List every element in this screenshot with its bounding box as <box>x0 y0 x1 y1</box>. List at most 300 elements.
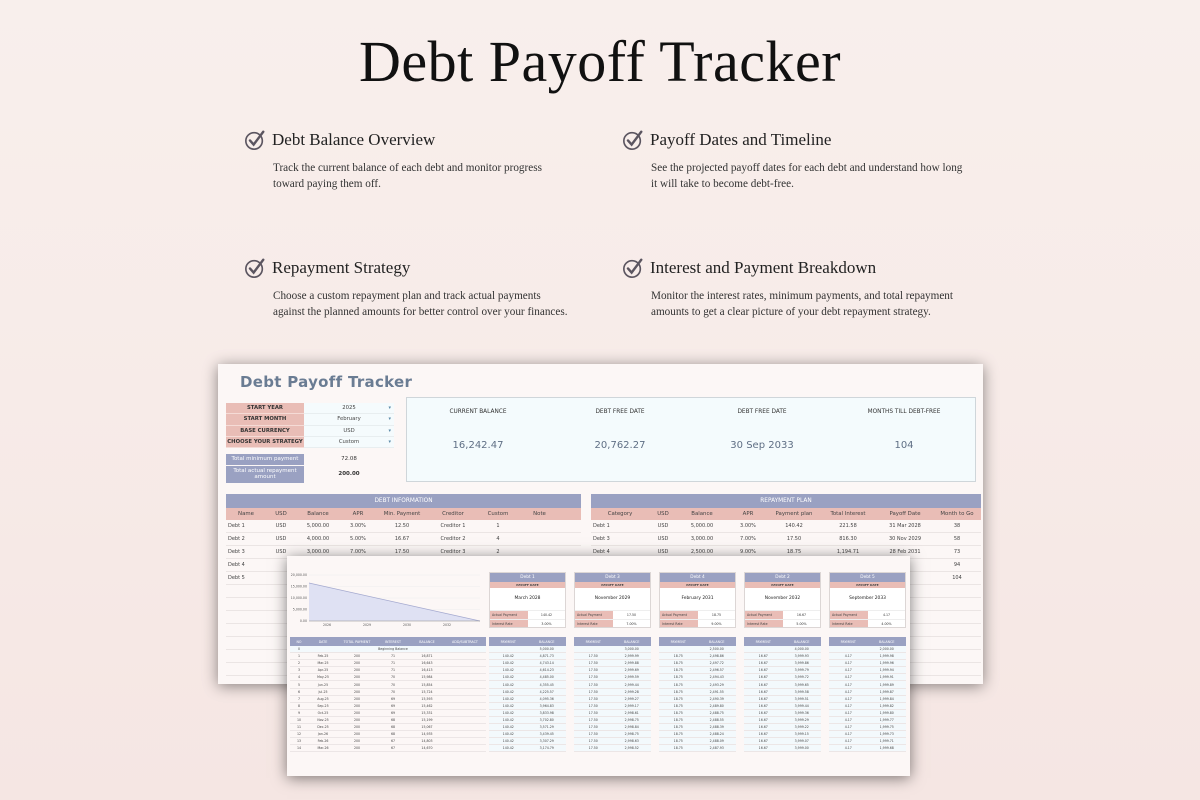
table-row <box>489 689 566 696</box>
debt-card <box>744 572 821 628</box>
table-row[interactable] <box>290 724 486 731</box>
table-cell: 1,999.80 <box>879 710 894 715</box>
actual-payment-value[interactable]: 18.75 <box>711 613 722 617</box>
actual-payment-row <box>575 610 650 619</box>
table-row <box>829 681 906 688</box>
table-cell: 15,593 <box>421 696 433 701</box>
table-cell: 16.67 <box>758 689 768 694</box>
feature-title: Debt Balance Overview <box>272 130 436 149</box>
feature-title: Payoff Dates and Timeline <box>650 130 832 149</box>
table-cell[interactable]: Debt 4 <box>228 562 245 568</box>
table-cell[interactable]: 5,000.00 <box>690 523 714 529</box>
table-cell: 18.75 <box>673 682 683 687</box>
table-cell[interactable]: 4,000.00 <box>306 536 330 542</box>
table-cell: 17.50 <box>588 739 598 744</box>
table-row[interactable] <box>290 674 486 681</box>
table-row <box>574 667 651 674</box>
interest-rate-row <box>575 619 650 628</box>
column-header: BALANCE <box>708 639 725 644</box>
interest-rate-row <box>745 619 820 628</box>
y-tick: 0.00 <box>299 619 307 623</box>
feature-desc: it will take to become debt-free. <box>651 178 794 190</box>
table-cell: 4.17 <box>844 682 852 687</box>
table-cell[interactable]: Debt 4 <box>593 549 610 555</box>
column-header: Balance <box>307 511 329 517</box>
table-cell[interactable]: 816.30 <box>839 536 857 542</box>
table-row <box>659 703 736 710</box>
column-header: APR <box>352 511 364 517</box>
table-cell[interactable]: 3.00% <box>350 523 366 529</box>
table-row[interactable] <box>290 653 486 660</box>
table-cell: 2,500.00 <box>709 647 724 652</box>
table-cell[interactable]: Debt 1 <box>228 523 245 529</box>
table-cell: 3,000.00 <box>624 647 639 652</box>
table-cell[interactable]: 9.00% <box>740 549 756 555</box>
table-cell: 68 <box>390 717 396 722</box>
table-row[interactable] <box>591 520 981 533</box>
table-row <box>489 660 566 667</box>
table-cell[interactable]: 7.00% <box>350 549 366 555</box>
feature-title: Interest and Payment Breakdown <box>650 258 877 277</box>
table-cell: 4.17 <box>844 661 852 666</box>
table-cell: 16.67 <box>758 703 768 708</box>
table-row <box>574 703 651 710</box>
table-cell[interactable]: 4 <box>496 536 500 542</box>
table-row[interactable] <box>290 681 486 688</box>
column-header: Custom <box>487 511 509 517</box>
payoff-date: September 2033 <box>849 596 886 601</box>
table-cell[interactable]: 17.50 <box>786 536 802 542</box>
table-cell: 200 <box>353 717 361 722</box>
table-row <box>659 731 736 738</box>
table-cell[interactable]: 5.00% <box>350 536 366 542</box>
table-cell[interactable]: 1,194.71 <box>836 549 860 555</box>
y-tick: 15,000.00 <box>290 584 307 589</box>
table-row <box>574 738 651 745</box>
interest-rate-row <box>660 619 735 628</box>
table-row[interactable] <box>290 717 486 724</box>
table-row <box>489 703 566 710</box>
card-title: Debt 3 <box>575 573 650 582</box>
setting-value[interactable]: USD <box>343 427 355 434</box>
table-cell: 3,999.00 <box>794 746 809 751</box>
table-cell: 200 <box>353 661 361 666</box>
card-subtitle: PAYOFF DATE <box>660 582 735 588</box>
kpi-label: CURRENT BALANCE <box>449 409 507 415</box>
table-cell: 140.42 <box>502 746 514 751</box>
y-tick: 20,000.00 <box>290 573 307 577</box>
table-cell[interactable]: Creditor 3 <box>440 549 466 555</box>
debt-card <box>574 572 651 628</box>
table-cell: 140.42 <box>502 682 514 687</box>
actual-payment-value[interactable]: 17.50 <box>626 613 637 617</box>
actual-payment-value[interactable]: 140.42 <box>540 613 553 617</box>
table-row[interactable] <box>591 533 981 546</box>
debt-payment-tables <box>489 637 906 752</box>
table-cell[interactable]: Debt 3 <box>228 549 245 555</box>
table-row[interactable] <box>290 745 486 752</box>
table-cell: 17.50 <box>588 668 598 673</box>
total-actual-repayment-value[interactable]: 200.00 <box>304 466 394 483</box>
x-tick: 2030 <box>402 623 412 627</box>
table-cell: 3,702.80 <box>539 717 554 722</box>
settings-panel <box>226 403 394 448</box>
table-cell: 17.50 <box>588 689 598 694</box>
card-subtitle: PAYOFF DATE <box>490 582 565 588</box>
table-row <box>659 745 736 752</box>
kpi-current-balance <box>407 398 549 481</box>
table-cell: 1,999.68 <box>879 746 894 751</box>
table-row <box>574 696 651 703</box>
table-cell: 2,999.27 <box>624 696 639 701</box>
column-header: PAYMENT <box>585 639 601 644</box>
table-cell: 200 <box>353 689 361 694</box>
table-row[interactable] <box>290 667 486 674</box>
table-row <box>574 674 651 681</box>
table-row <box>574 660 651 667</box>
card-subtitle: PAYOFF DATE <box>830 582 905 588</box>
total-min-payment-value: 72.08 <box>304 454 394 465</box>
table-cell: 2,999.69 <box>624 668 639 673</box>
row-label: Interest Rate <box>830 620 868 628</box>
table-header-row <box>574 637 651 646</box>
table-cell: 18.75 <box>673 703 683 708</box>
table-cell[interactable]: 5,000.00 <box>306 523 330 529</box>
table-cell: 3,439.45 <box>539 732 554 737</box>
table-cell[interactable]: 7.00% <box>740 536 756 542</box>
setting-start-month[interactable] <box>226 414 394 425</box>
table-cell[interactable]: 18.75 <box>786 549 802 555</box>
table-cell: Feb-26 <box>317 739 329 744</box>
table-cell: 0 <box>297 647 301 652</box>
table-cell[interactable]: USD <box>657 549 669 555</box>
table-cell: 2,497.72 <box>709 661 724 666</box>
table-cell: 4.17 <box>844 717 852 722</box>
table-cell: 3,999.58 <box>794 689 809 694</box>
table-cell[interactable]: Creditor 2 <box>440 536 466 542</box>
table-cell[interactable]: 140.42 <box>785 523 803 529</box>
table-cell: 2,487.93 <box>709 746 724 751</box>
actual-payment-value[interactable]: 16.67 <box>796 613 807 617</box>
column-header: BALANCE <box>793 639 810 644</box>
card-title: Debt 5 <box>830 573 905 582</box>
table-cell: 5 <box>297 682 301 687</box>
table-cell: 2,998.52 <box>624 746 639 751</box>
table-row[interactable] <box>290 703 486 710</box>
x-tick: 2029 <box>362 623 372 627</box>
dropdown-arrow-icon[interactable]: ▾ <box>388 438 391 445</box>
column-header: PAYMENT <box>840 639 856 644</box>
table-cell: 15,331 <box>421 710 433 715</box>
table-row <box>829 710 906 717</box>
interest-rate-value: 3.00% <box>541 621 552 626</box>
table-cell: 2,999.59 <box>624 675 639 680</box>
kpi-value: 104 <box>894 440 914 451</box>
table-cell[interactable]: 3,000.00 <box>690 536 714 542</box>
column-header: USD <box>275 511 287 517</box>
feature-title: Repayment Strategy <box>272 258 411 277</box>
setting-value[interactable]: Custom <box>338 438 360 445</box>
table-cell: 140.42 <box>502 725 514 730</box>
dropdown-arrow-icon[interactable]: ▾ <box>388 427 391 434</box>
column-header: Name <box>238 511 254 517</box>
setting-label: CHOOSE YOUR STRATEGY <box>226 437 304 448</box>
table-cell: 200 <box>353 668 361 673</box>
table-cell[interactable]: 94 <box>953 562 961 568</box>
table-cell: 17.50 <box>588 703 598 708</box>
table-cell[interactable]: USD <box>657 536 669 542</box>
table-cell: 69 <box>390 710 396 715</box>
table-cell: 4,225.57 <box>539 689 554 694</box>
table-row[interactable] <box>290 710 486 717</box>
setting-label: BASE CURRENCY <box>226 426 304 437</box>
table-cell: 71 <box>390 654 396 659</box>
payment-table <box>829 637 906 752</box>
table-cell[interactable]: 2 <box>496 549 500 555</box>
feature-desc: toward paying them off. <box>273 178 381 190</box>
table-row <box>489 681 566 688</box>
table-row <box>489 653 566 660</box>
table-cell: 1,999.73 <box>879 732 894 737</box>
table-cell: 2,998.75 <box>624 732 639 737</box>
table-cell: 2,496.57 <box>709 668 724 673</box>
table-cell[interactable]: Debt 2 <box>228 536 245 542</box>
table-row <box>744 660 821 667</box>
table-cell: 1,999.89 <box>879 682 894 687</box>
total-min-payment-label: Total minimum payment <box>226 454 304 465</box>
table-row <box>744 689 821 696</box>
table-row[interactable] <box>226 533 581 546</box>
table-cell: 4.17 <box>844 710 852 715</box>
table-cell[interactable]: 1 <box>496 523 500 529</box>
table-cell[interactable]: 221.58 <box>839 523 857 529</box>
table-cell: 1,999.98 <box>879 654 894 659</box>
table-cell: Jun-25 <box>317 682 329 687</box>
table-cell: 2,490.39 <box>709 696 724 701</box>
table-cell: 16.67 <box>758 710 768 715</box>
table-cell[interactable]: 3.00% <box>740 523 756 529</box>
table-cell: 71 <box>390 668 396 673</box>
column-header: INTEREST <box>384 639 402 644</box>
setting-label: START YEAR <box>226 403 304 414</box>
interest-rate-value: 7.00% <box>626 621 637 626</box>
table-row <box>744 745 821 752</box>
table-cell[interactable]: USD <box>275 523 287 529</box>
table-row <box>574 646 651 653</box>
table-row <box>659 689 736 696</box>
table-cell: 16.67 <box>758 725 768 730</box>
table-title: REPAYMENT PLAN <box>591 494 981 508</box>
table-cell: 4.17 <box>844 725 852 730</box>
table-cell: 16,871 <box>421 654 433 659</box>
dropdown-arrow-icon[interactable]: ▾ <box>388 416 391 423</box>
table-cell: 18.75 <box>673 689 683 694</box>
table-row <box>659 660 736 667</box>
table-cell: Nov-25 <box>317 717 329 722</box>
table-cell: 4,614.23 <box>539 668 554 673</box>
table-cell: 11 <box>296 725 302 730</box>
table-row <box>744 703 821 710</box>
table-header-row <box>489 637 566 646</box>
table-cell: 1,999.84 <box>879 696 894 701</box>
table-cell: 17.50 <box>588 654 598 659</box>
table-cell[interactable]: 31 Mar 2028 <box>889 523 921 529</box>
table-cell[interactable]: 104 <box>952 575 962 581</box>
table-cell: 140.42 <box>502 675 514 680</box>
table-row[interactable] <box>290 660 486 667</box>
table-row <box>489 731 566 738</box>
table-cell[interactable]: Debt 5 <box>228 575 245 581</box>
table-row <box>489 738 566 745</box>
table-cell[interactable]: 30 Nov 2029 <box>888 536 922 542</box>
table-cell[interactable]: 58 <box>953 536 961 542</box>
table-cell[interactable]: 12.50 <box>394 523 410 529</box>
table-cell: 16.67 <box>758 675 768 680</box>
table-cell[interactable]: USD <box>275 536 287 542</box>
table-cell[interactable]: 2,500.00 <box>690 549 714 555</box>
table-cell: 6 <box>297 689 301 694</box>
table-row <box>574 689 651 696</box>
interest-rate-row <box>490 619 565 628</box>
setting-start-year[interactable] <box>226 403 394 414</box>
table-cell[interactable]: 3,000.00 <box>306 549 330 555</box>
table-cell: 16,413 <box>421 668 433 673</box>
table-cell: 2,488.24 <box>709 732 724 737</box>
table-cell: 1,999.87 <box>879 689 894 694</box>
table-cell: 4.17 <box>844 675 852 680</box>
table-cell[interactable]: 73 <box>953 549 961 555</box>
table-row <box>574 731 651 738</box>
kpi-value: 16,242.47 <box>452 440 504 451</box>
table-row[interactable] <box>290 731 486 738</box>
table-cell: 140.42 <box>502 654 514 659</box>
table-cell: 17.50 <box>588 682 598 687</box>
table-cell: 4.17 <box>844 696 852 701</box>
table-row <box>829 674 906 681</box>
table-cell: 18.75 <box>673 732 683 737</box>
kpi-debt-free-date <box>691 398 833 481</box>
actual-payment-value[interactable]: 4.17 <box>882 613 891 617</box>
interest-rate-row <box>830 619 905 628</box>
table-row <box>829 667 906 674</box>
table-cell: 9 <box>297 710 301 715</box>
table-cell[interactable]: USD <box>275 549 287 555</box>
table-row[interactable] <box>226 520 581 533</box>
table-cell[interactable]: 16.67 <box>394 536 410 542</box>
payoff-date: November 2032 <box>764 596 801 601</box>
setting-value[interactable]: February <box>337 416 361 423</box>
column-header: Payoff Date <box>889 511 921 517</box>
table-cell[interactable]: Debt 1 <box>593 523 610 529</box>
table-cell[interactable]: USD <box>657 523 669 529</box>
table-row <box>829 724 906 731</box>
table-cell: 2,999.17 <box>624 703 639 708</box>
table-cell: 3,999.51 <box>794 696 809 701</box>
table-cell: 200 <box>353 710 361 715</box>
column-header: USD <box>657 511 669 517</box>
payment-schedule-table <box>290 637 486 752</box>
table-cell: 15,984 <box>421 675 433 680</box>
payment-table <box>744 637 821 752</box>
setting-strategy[interactable] <box>226 437 394 448</box>
row-label: Actual Payment <box>745 611 783 619</box>
table-cell: 18.75 <box>673 739 683 744</box>
table-cell[interactable]: Debt 3 <box>593 536 610 542</box>
table-cell[interactable]: 28 Feb 2031 <box>889 549 921 555</box>
column-header: ADD/SUBTRACT <box>452 639 478 644</box>
table-cell: 3,999.22 <box>794 725 809 730</box>
table-cell[interactable]: 38 <box>953 523 961 529</box>
feature-debt-balance-overview <box>244 129 574 192</box>
setting-value[interactable]: 2025 <box>342 405 356 411</box>
debt-card <box>489 572 566 628</box>
table-row[interactable] <box>290 738 486 745</box>
table-cell: 16.67 <box>758 696 768 701</box>
table-cell: 140.42 <box>502 739 514 744</box>
feature-desc: See the projected payoff dates for each debt and understand how long <box>651 162 963 174</box>
table-cell: 2,488.39 <box>709 725 724 730</box>
table-cell: 16.67 <box>758 739 768 744</box>
page-title: Debt Payoff Tracker <box>358 29 842 94</box>
table-row <box>659 646 736 653</box>
table-cell[interactable]: Creditor 1 <box>440 523 466 529</box>
table-cell: 2,999.44 <box>624 682 639 687</box>
table-cell: 70 <box>390 675 396 680</box>
table-cell: 3,999.36 <box>794 710 809 715</box>
column-header: Payment plan <box>775 511 813 517</box>
feature-desc: amounts to get a clear picture of your debt repayment strategy. <box>651 306 931 318</box>
table-cell: 16.67 <box>758 717 768 722</box>
dropdown-arrow-icon[interactable]: ▾ <box>388 405 391 411</box>
table-cell: 140.42 <box>502 668 514 673</box>
column-header: Month to Go <box>940 511 974 517</box>
table-cell: 16.67 <box>758 661 768 666</box>
table-row <box>744 724 821 731</box>
column-header: Category <box>607 511 633 517</box>
table-cell: 2,999.99 <box>624 654 639 659</box>
table-cell: 3,999.44 <box>794 703 809 708</box>
table-row <box>829 653 906 660</box>
column-header: Note <box>533 511 546 517</box>
table-row <box>829 689 906 696</box>
table-cell: 12 <box>296 732 302 737</box>
table-cell: 200 <box>353 654 361 659</box>
table-cell: 15,199 <box>421 717 433 722</box>
setting-base-currency[interactable] <box>226 426 394 437</box>
check-circle-icon <box>244 129 266 151</box>
table-cell: 4.17 <box>844 739 852 744</box>
table-cell: 2,489.80 <box>709 703 724 708</box>
table-cell: 18.75 <box>673 746 683 751</box>
table-cell: 2,494.43 <box>709 675 724 680</box>
column-header: NO <box>296 639 302 644</box>
feature-desc: Choose a custom repayment plan and track actual payments <box>273 290 541 302</box>
table-cell: 13 <box>296 739 302 744</box>
column-header: Min. Payment <box>383 511 421 517</box>
table-cell: 1 <box>297 654 301 659</box>
table-header-row <box>744 637 821 646</box>
table-row <box>489 646 566 653</box>
table-cell: 1,999.91 <box>879 675 894 680</box>
table-cell[interactable]: 17.50 <box>394 549 410 555</box>
table-cell: 67 <box>390 746 396 751</box>
table-cell: 2,488.55 <box>709 717 724 722</box>
table-row[interactable] <box>290 696 486 703</box>
table-row[interactable] <box>290 646 486 653</box>
table-row[interactable] <box>290 689 486 696</box>
payment-table <box>659 637 736 752</box>
table-row <box>659 717 736 724</box>
